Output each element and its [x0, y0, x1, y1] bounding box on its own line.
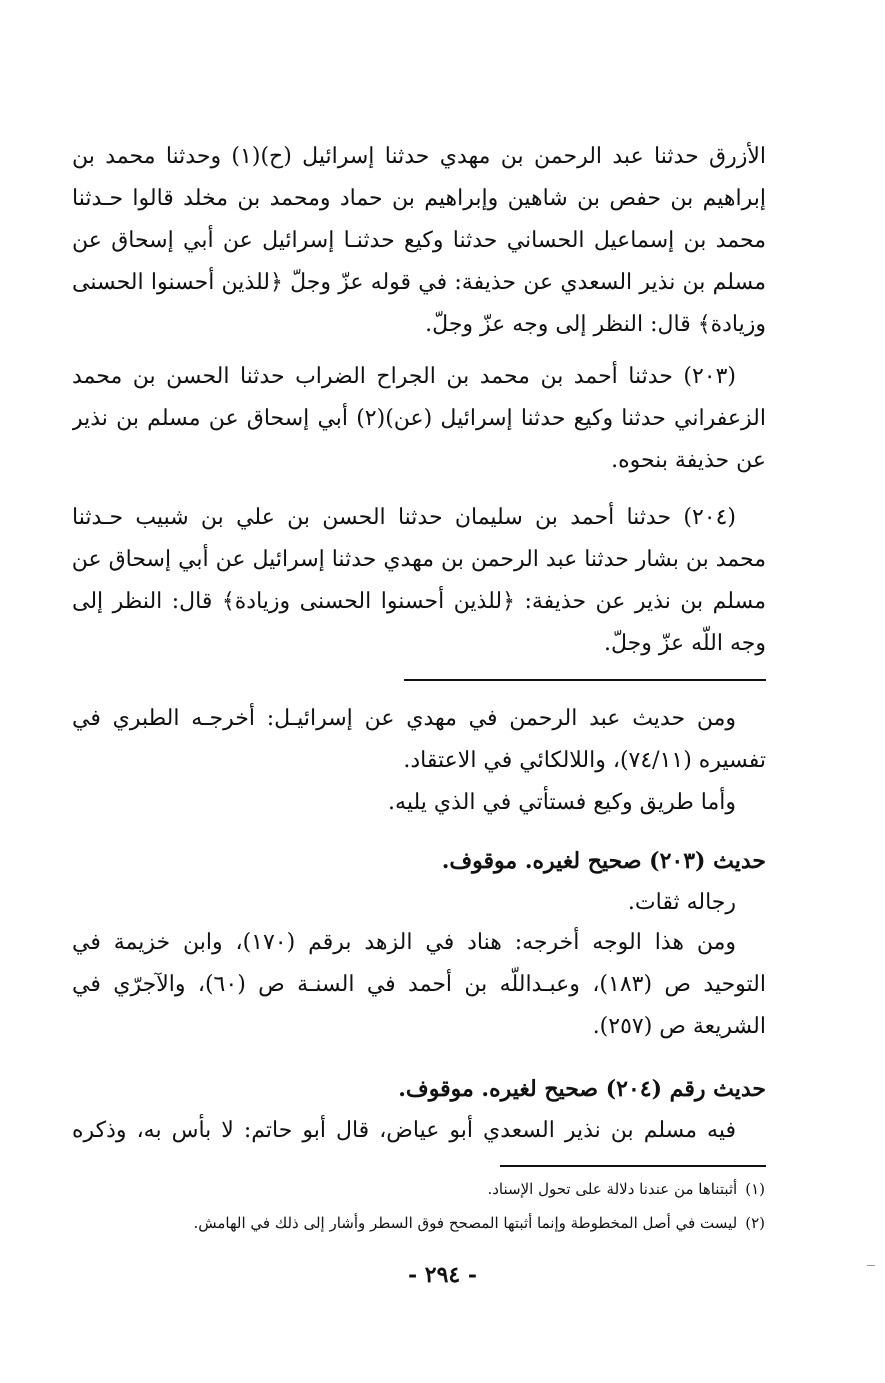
text-line: التوحيد ص (١٨٣)، وعبـداللّه بن أحمد في السنـة ص (٦٠)، والآجرّي في: [72, 972, 766, 997]
text-line: مسلم بن نذير عن حذيفة: ﴿للذين أحسنوا الحسنى وزيادة﴾ قال: النظر إلى: [72, 589, 766, 614]
narrators-note-204: فيه مسلم بن نذير السعدي أبو عياض، قال أبو حاتم: لا بأس به، وذكره: [72, 1118, 736, 1143]
text-line: الشريعة ص (٢٥٧).: [592, 1014, 766, 1039]
commentary-201: [72, 698, 766, 824]
footnote-text: ليست في أصل المخطوطة وإنما أثبتها المصحح فوق السطر وأشار إلى ذلك في الهامش.: [193, 1214, 738, 1232]
text-line: تفسيره (٧٤/١١)، واللالكائي في الاعتقاد.: [403, 748, 766, 773]
footnote-2: [125, 1208, 765, 1238]
text-line: وجه اللّه عزّ وجلّ.: [603, 631, 766, 656]
text-line: محمد بن إسماعيل الحساني حدثنا وكيع حدثنـا إسرائيل عن أبي إسحاق عن: [72, 228, 766, 253]
footnote-number: (١): [745, 1180, 765, 1198]
footnote-number: (٢): [745, 1214, 765, 1232]
text-line: الزعفراني حدثنا وكيع حدثنا إسرائيل (عن)(٢) أبي إسحاق عن مسلم بن نذير: [72, 406, 766, 431]
commentary-203-sources: [72, 922, 766, 1048]
text-line: مسلم بن نذير السعدي عن حذيفة: في قوله عزّ وجلّ ﴿للذين أحسنوا الحسنى: [72, 270, 766, 295]
scan-mark: [867, 1265, 875, 1266]
text-line: إبراهيم بن حفص بن شاهين وإبراهيم بن حماد ومحمد بن مخلد قالوا حـدثنا: [72, 186, 766, 211]
page-number: - ٢٩٤ -: [407, 1262, 478, 1288]
grading-heading-204: حديث رقم (٢٠٤) صحيح لغيره. موقوف.: [398, 1076, 766, 1102]
hadith-203: [72, 356, 766, 482]
text-line: عن حذيفة بنحوه.: [611, 448, 766, 473]
text-line: ومن هذا الوجه أخرجه: هناد في الزهد برقم (١٧٠)، وابن خزيمة في: [72, 930, 737, 955]
text-line: (٢٠٣) حدثنا أحمد بن محمد بن الجراح الضراب حدثنا الحسن بن محمد: [72, 364, 736, 389]
footnote-1: [125, 1174, 765, 1204]
text-line: محمد بن بشار حدثنا عبد الرحمن بن مهدي حدثنا إسرائيل عن أبي إسحاق عن: [72, 547, 766, 572]
section-divider: [404, 679, 766, 681]
text-line: وزيادة﴾ قال: النظر إلى وجه عزّ وجلّ.: [425, 312, 766, 337]
hadith-204: [72, 497, 766, 665]
text-line: وأما طريق وكيع فستأتي في الذي يليه.: [388, 790, 736, 815]
text-line: ومن حديث عبد الرحمن في مهدي عن إسرائيـل: أخرجـه الطبري في: [72, 706, 736, 731]
text-line: الأزرق حدثنا عبد الرحمن بن مهدي حدثنا إسرائيل (ح)(١) وحدثنا محمد بن: [72, 144, 766, 169]
commentary-204: [72, 1068, 766, 1152]
commentary-203: [72, 840, 766, 924]
hadith-201-continuation: [72, 136, 766, 346]
text-line: (٢٠٤) حدثنا أحمد بن سليمان حدثنا الحسن بن علي بن شبيب حـدثنا: [72, 505, 736, 530]
grading-heading-203: حديث (٢٠٣) صحيح لغيره. موقوف.: [441, 848, 766, 874]
footnote-divider: [500, 1165, 766, 1167]
narrators-note-203: رجاله ثقات.: [627, 890, 736, 915]
footnote-text: أثبتناها من عندنا دلالة على تحول الإسناد.: [487, 1180, 738, 1198]
